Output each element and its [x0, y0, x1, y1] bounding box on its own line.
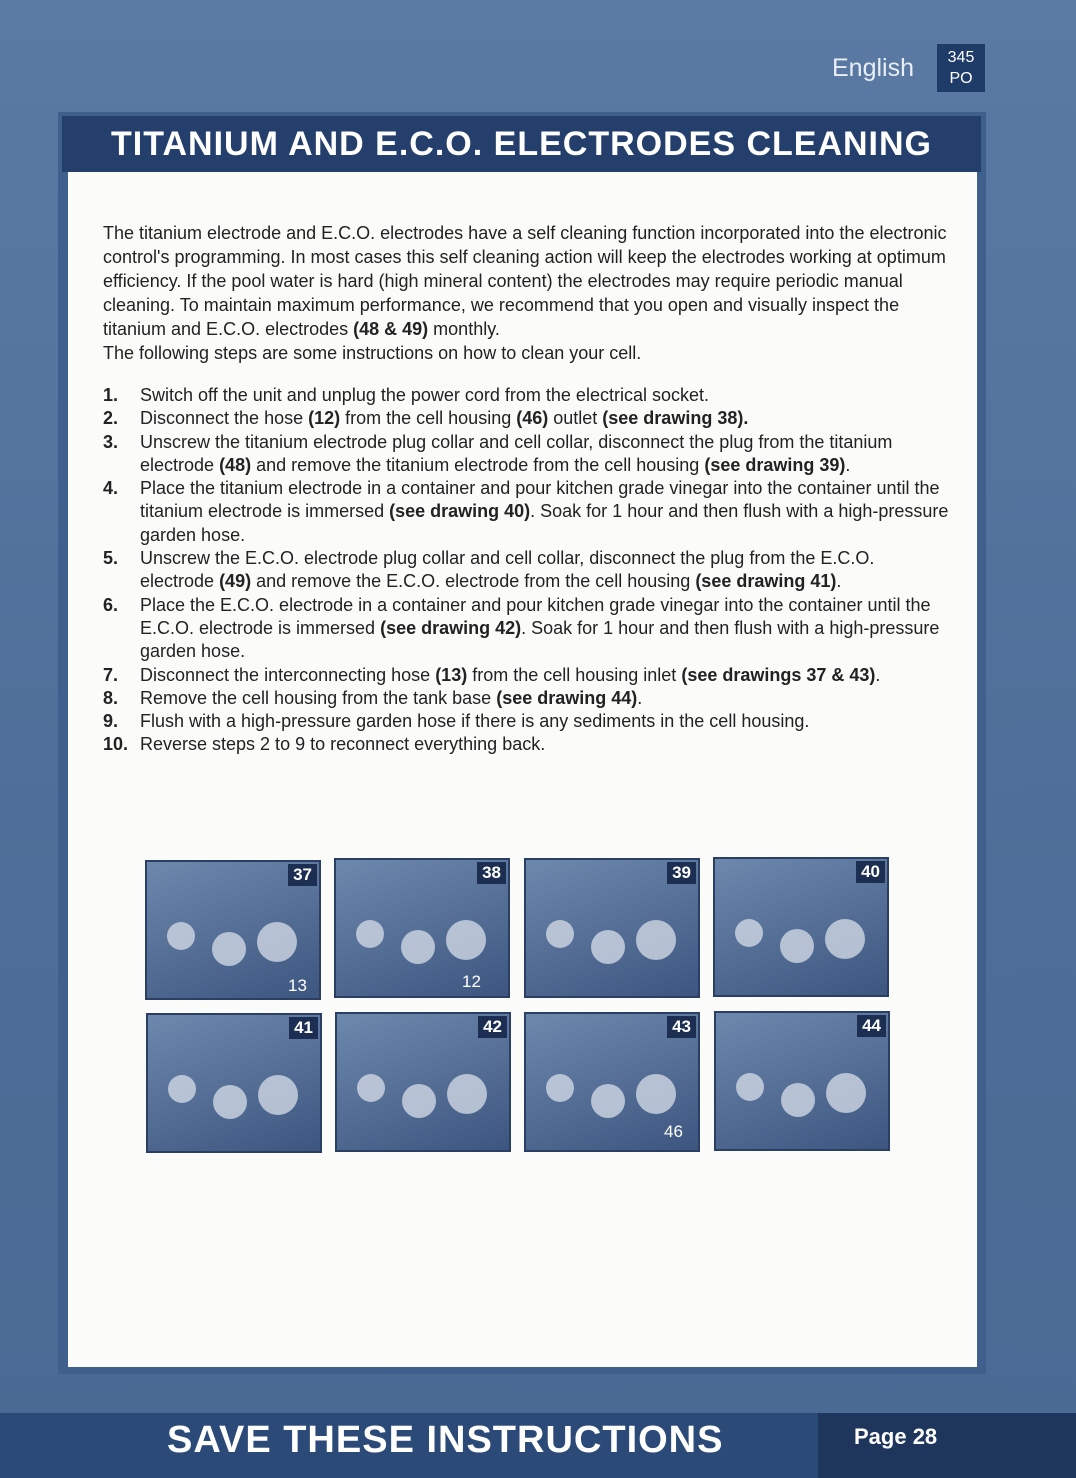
footer-save-instructions: SAVE THESE INSTRUCTIONS [167, 1419, 724, 1461]
step-text: and remove the E.C.O. electrode from the cell housing [251, 571, 696, 592]
part-callout: 13 [288, 976, 307, 995]
photo-detail [636, 1074, 676, 1114]
step-text: . Soak for 1 hour and then flush with a high-pressure garden hose. [140, 617, 940, 662]
drawing-number: 44 [857, 1015, 886, 1037]
step-text: . [875, 664, 881, 685]
photo-detail [257, 922, 297, 962]
photo-detail [402, 1084, 436, 1118]
photo-detail [825, 919, 865, 959]
step-reference: (13) [435, 664, 468, 685]
photo-drawing [334, 858, 510, 998]
step-item [103, 710, 953, 733]
step-number: 8. [103, 687, 119, 708]
step-reference: (see drawing 44) [496, 687, 638, 708]
drawing-number: 37 [288, 864, 317, 886]
photo-detail [781, 1083, 815, 1117]
step-text: Place the titanium electrode in a container and pour kitchen grade vinegar into the container until the titanium electrode is immersed [140, 478, 940, 522]
photo-drawing [335, 1012, 511, 1152]
title-bar [62, 116, 981, 172]
photo-detail [213, 1085, 247, 1119]
photo-detail [212, 932, 246, 966]
step-item [103, 407, 953, 430]
step-text: Unscrew the E.C.O. electrode plug collar and cell collar, disconnect the plug from the E.C.O. electrode [140, 548, 875, 592]
photo-drawing [146, 1013, 322, 1153]
step-number: 6. [103, 594, 119, 615]
step-number: 5. [103, 548, 119, 569]
step-text: . [845, 454, 851, 475]
photo-detail [826, 1073, 866, 1113]
photo-detail [447, 1074, 487, 1114]
step-text: Disconnect the interconnecting hose [140, 664, 436, 685]
badge-model: 345 [947, 49, 975, 66]
photo-detail [168, 1075, 196, 1103]
step-text: Reverse steps 2 to 9 to reconnect everything back. [140, 734, 546, 755]
step-reference: (see drawing 38). [602, 408, 749, 429]
intro-paragraph [103, 221, 953, 365]
photo-detail [546, 920, 574, 948]
step-item [103, 664, 953, 687]
photo-detail [591, 1084, 625, 1118]
drawing-number: 40 [856, 861, 885, 883]
step-item [103, 547, 953, 594]
step-reference: (48) [219, 454, 252, 475]
step-text: Switch off the unit and unplug the power cord from the electrical socket. [140, 385, 709, 405]
step-text: Disconnect the hose [140, 408, 309, 429]
step-item [103, 594, 953, 664]
step-number: 1. [103, 385, 119, 405]
step-text: outlet [548, 408, 603, 429]
part-callout: 46 [664, 1122, 683, 1141]
intro-followup: The following steps are some instructions on how to clean your cell. [103, 343, 642, 363]
product-badge [937, 44, 985, 92]
part-callout: 12 [462, 972, 481, 991]
step-number: 9. [103, 711, 119, 732]
photo-detail [401, 930, 435, 964]
step-text: from the cell housing [340, 408, 517, 429]
step-text: Unscrew the titanium electrode plug collar and cell collar, disconnect the plug from the titanium electrode [140, 431, 893, 475]
step-reference: (12) [308, 408, 341, 429]
step-reference: (46) [516, 408, 549, 429]
step-number: 7. [103, 664, 119, 685]
photo-detail [258, 1075, 298, 1115]
drawing-number: 41 [289, 1017, 318, 1039]
step-reference: (see drawing 40) [389, 501, 531, 522]
step-number: 2. [103, 408, 119, 429]
step-text: . [836, 571, 842, 592]
photo-detail [636, 920, 676, 960]
page-title: TITANIUM AND E.C.O. ELECTRODES CLEANING [111, 125, 932, 163]
photo-drawing [714, 1011, 890, 1151]
step-text: . Soak for 1 hour and then flush with a high-pressure garden hose. [140, 501, 949, 545]
photo-drawing [713, 857, 889, 997]
step-item [103, 384, 953, 407]
photo-detail [735, 919, 763, 947]
language-label: English [832, 54, 914, 82]
badge-suffix: PO [949, 70, 973, 87]
intro-text: The titanium electrode and E.C.O. electrodes have a self cleaning function incorporated into the electronic control's programming. In most cases this self cleaning action will keep the electrodes working at optimum efficiency. If the pool water is hard (high mineral content) the electrodes may require periodic manual cleaning. To maintain maximum performance, we recommend that you open and visually inspect the titanium and E.C.O. electrodes [103, 223, 947, 339]
drawing-number: 43 [667, 1016, 696, 1038]
photo-detail [357, 1074, 385, 1102]
step-reference: (see drawing 42) [380, 617, 522, 638]
step-text: and remove the titanium electrode from the cell housing [251, 454, 705, 475]
photo-detail [167, 922, 195, 950]
intro-bold-ref: (48 & 49) [353, 319, 429, 339]
step-reference: (see drawing 41) [695, 571, 837, 592]
photo-drawing [524, 858, 700, 998]
steps-list [103, 384, 953, 757]
intro-text-end: monthly. [428, 319, 500, 339]
step-item [103, 477, 953, 547]
step-text: Place the E.C.O. electrode in a container and pour kitchen grade vinegar into the container until the E.C.O. electrode is immersed [140, 594, 931, 638]
photo-detail [446, 920, 486, 960]
drawing-number: 38 [477, 862, 506, 884]
step-item [103, 687, 953, 710]
step-item [103, 733, 953, 756]
step-text: from the cell housing inlet [467, 664, 682, 685]
photo-detail [780, 929, 814, 963]
step-reference: (see drawings 37 & 43) [681, 664, 876, 685]
photo-detail [356, 920, 384, 948]
photo-detail [591, 930, 625, 964]
drawing-number: 42 [478, 1016, 507, 1038]
step-text: Flush with a high-pressure garden hose if there is any sediments in the cell housing. [140, 711, 810, 732]
step-item [103, 431, 953, 478]
step-text: Remove the cell housing from the tank base [140, 687, 497, 708]
step-number: 4. [103, 478, 119, 499]
step-reference: (49) [219, 571, 252, 592]
step-number: 10. [103, 734, 129, 755]
drawing-number: 39 [667, 862, 696, 884]
step-reference: (see drawing 39) [704, 454, 846, 475]
photo-detail [736, 1073, 764, 1101]
photo-detail [546, 1074, 574, 1102]
page-number: Page 28 [854, 1424, 938, 1449]
step-text: . [637, 687, 643, 708]
step-number: 3. [103, 431, 119, 452]
